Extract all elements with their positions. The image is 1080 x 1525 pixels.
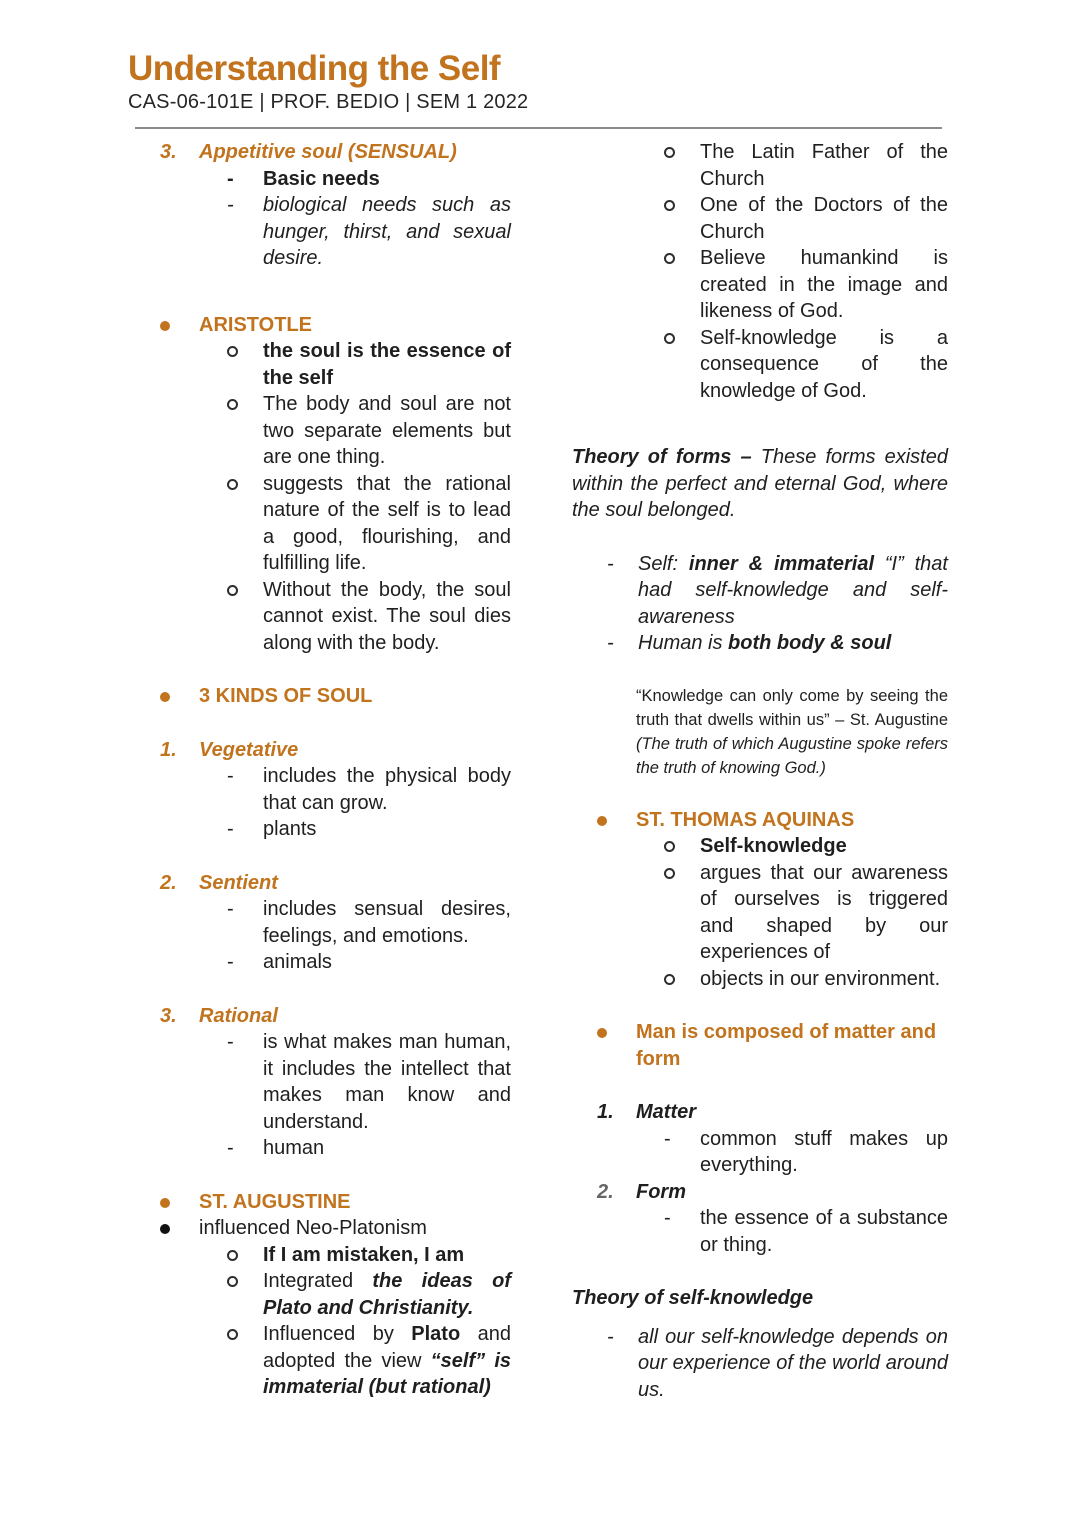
dash-icon: - [227,1137,234,1159]
circle-icon [664,841,675,852]
item-text [636,1099,948,1126]
section-gap [135,272,511,312]
number-marker: 2. [160,871,177,894]
marker [664,833,700,860]
text-run: 3 KINDS OF SOUL [199,685,373,707]
marker [227,192,263,219]
circle-item [572,833,948,860]
item-text [700,833,948,860]
text-run: inner & immaterial [688,552,875,575]
marker [227,763,263,790]
text-run: Without the body, the soul cannot exist. The soul dies along with the body. [263,578,511,654]
section-gap [572,404,948,444]
marker [607,551,638,578]
dash-icon: - [607,552,614,575]
text-run: If I am mistaken, I am [263,1243,465,1266]
dash-item [572,551,948,631]
text-run: These forms existed within the perfect and eternal God, where the soul belonged. [572,446,948,521]
marker [227,338,263,365]
item-text [263,1321,511,1401]
marker [664,139,700,166]
dash-item [135,816,511,843]
dash-item [135,763,511,816]
text-run: all our self-knowledge depends on our experience of the world around us. [638,1325,948,1401]
numbered-heading [135,139,511,166]
marker [160,1215,199,1242]
numbered-heading [572,1179,948,1206]
circle-item [135,1321,511,1401]
marker [227,1268,263,1295]
text-run: “I” that had self-knowledge and self-awareness [638,552,948,628]
item-text [199,1215,511,1242]
item-text [199,312,511,339]
number-marker: 1. [160,738,177,761]
marker [160,1003,199,1030]
text-run: Theory of self-knowledge [572,1287,814,1309]
dash-item [135,192,511,272]
text-run: suggests that the rational nature of the self is to lead a good, flourishing, and fulfilling life. [263,472,511,574]
paragraph [572,1285,948,1312]
marker [664,860,700,887]
section-gap [572,1258,948,1285]
text-run: common stuff makes up everything. [700,1127,948,1176]
marker [664,325,700,352]
dash-icon: - [607,632,614,654]
bullet-icon [160,321,170,331]
bullet-heading [135,683,511,710]
marker [227,471,263,498]
section-gap [572,992,948,1019]
text-run: The body and soul are not two separate elements but are one thing. [263,393,511,468]
section-gap [135,843,511,870]
dash-icon: - [664,1207,671,1229]
dash-item [572,630,948,657]
item-text [700,139,948,192]
text-run: biological needs such as hunger, thirst, and sexual desire. [263,194,511,269]
circle-icon [227,1329,238,1340]
bullet-icon [160,692,170,702]
marker [227,896,263,923]
column-right [572,139,948,1403]
marker [664,1205,700,1232]
text-run: the soul is the essence of the self [263,340,511,389]
item-text [263,816,511,843]
circle-icon [227,1250,238,1261]
marker [227,1135,263,1162]
dash-item [135,166,511,193]
item-text [700,1205,948,1258]
dash-icon: - [227,898,234,920]
dash-icon: - [227,194,234,216]
dash-icon: - [664,1127,671,1150]
text-run: Vegetative [199,738,299,761]
dash-icon: - [227,951,234,973]
circle-item [572,245,948,325]
quote-block [572,684,948,780]
section-gap [135,656,511,683]
marker [597,1019,636,1046]
marker [227,1029,263,1056]
item-text [638,1324,948,1404]
marker [160,139,199,166]
bullet-heading [572,1019,948,1072]
item-text [263,166,511,193]
text-run: influenced Neo-Platonism [199,1217,427,1239]
text-run: ST. AUGUSTINE [199,1190,351,1213]
text-run: Sentient [199,871,278,894]
circle-item [135,1268,511,1321]
section-gap [135,976,511,1003]
item-text [700,1126,948,1179]
text-run: The Latin Father of the Church [700,141,948,190]
item-text [263,391,511,471]
page-subtitle: CAS-06-101E | PROF. BEDIO | SEM 1 2022 [128,91,529,113]
item-text [199,139,511,166]
circle-icon [664,253,675,264]
text-run: includes sensual desires, feelings, and emotions. [263,898,511,947]
bullet-heading [572,807,948,834]
dash-icon: - [227,1031,234,1053]
dash-icon: - [227,818,234,840]
item-text [263,763,511,816]
item-text [700,966,948,993]
marker [227,949,263,976]
circle-item [135,391,511,471]
header-divider [135,127,942,129]
bullet-item [135,1215,511,1242]
circle-item [572,139,948,192]
numbered-heading [572,1099,948,1126]
bullet-heading [135,312,511,339]
item-text [263,192,511,272]
item-text [263,338,511,391]
item-text [263,896,511,949]
item-text [700,192,948,245]
item-text [199,870,511,897]
text-run: Plato [411,1323,461,1345]
marker [160,737,199,764]
number-marker: 1. [597,1101,614,1123]
dash-item [135,949,511,976]
circle-icon [227,479,238,490]
item-text [700,245,948,325]
item-text [263,1242,511,1269]
circle-item [572,966,948,993]
text-run: Self-knowledge is a consequence of the knowledge of God. [700,326,948,402]
dash-icon: - [227,167,234,190]
circle-item [135,471,511,577]
text-run: Believe humankind is created in the image and likeness of God. [700,247,948,322]
marker [607,1324,638,1351]
item-text [638,630,948,657]
page-header [128,50,948,115]
text-run: objects in our environment. [700,967,941,990]
column-left [135,139,511,1401]
item-text [638,551,948,631]
item-text [263,471,511,577]
marker [664,245,700,272]
numbered-heading [135,1003,511,1030]
item-text [199,1003,511,1030]
text-run: plants [263,818,317,840]
numbered-heading [135,870,511,897]
item-text [199,1189,511,1216]
dash-item [135,1029,511,1135]
marker [607,630,638,657]
marker [227,816,263,843]
item-text [636,1179,948,1206]
number-marker: 3. [160,141,177,163]
marker [160,312,199,339]
text-run: Appetitive soul (SENSUAL) [199,141,457,163]
dash-item [572,1324,948,1404]
item-text [263,1135,511,1162]
text-run: Influenced by [263,1323,412,1345]
dash-item [135,1135,511,1162]
section-gap [572,657,948,684]
circle-icon [227,585,238,596]
marker [597,1099,636,1126]
text-run: includes the physical body that can grow. [263,765,511,814]
item-text [199,737,511,764]
text-run: Man is composed of matter and form [636,1021,937,1070]
text-run: Integrated [263,1270,373,1292]
item-text [636,1019,948,1072]
text-run: ARISTOTLE [199,313,312,336]
text-run: “self” is immaterial (but rational) [263,1349,511,1398]
bullet-icon [160,1198,170,1208]
text-run: Basic needs [263,167,380,190]
circle-icon [227,399,238,410]
circle-icon [664,868,675,879]
text-run: human [263,1137,325,1159]
item-text [263,1268,511,1321]
bullet-icon [160,1224,170,1234]
marker [664,966,700,993]
text-run: animals [263,951,332,973]
section-gap [135,710,511,737]
marker [160,870,199,897]
item-text [636,807,948,834]
text-run: Self: [638,552,689,575]
circle-icon [664,974,675,985]
bullet-heading [135,1189,511,1216]
dash-item [572,1205,948,1258]
circle-icon [664,333,675,344]
text-run: (The truth of which Augustine spoke refers the truth of knowing God.) [636,734,948,777]
number-marker: 2. [597,1180,614,1203]
item-text [263,949,511,976]
circle-icon [664,200,675,211]
text-run: Self-knowledge [700,835,847,857]
circle-icon [664,147,675,158]
circle-item [135,1242,511,1269]
text-run: is what makes man human, it includes the intellect that makes man know and understand. [263,1031,511,1133]
marker [664,192,700,219]
text-run: Form [636,1180,686,1203]
text-run: the essence of a substance or thing. [700,1207,948,1256]
text-run: the ideas of Plato and Christianity. [263,1270,511,1319]
dash-item [572,1126,948,1179]
circle-item [572,192,948,245]
bullet-icon [597,816,607,826]
number-marker: 3. [160,1004,177,1027]
dash-icon: - [227,765,234,787]
circle-item [572,860,948,966]
text-run: “Knowledge can only come by seeing the truth that dwells within us” – St. Augustine [636,686,948,729]
text-run: both body & soul [728,632,892,654]
item-text [700,325,948,405]
item-text [199,683,511,710]
text-run: ST. THOMAS AQUINAS [636,808,855,831]
text-run: Theory of forms – [572,446,761,468]
text-run: and adopted the view [263,1323,511,1372]
marker [227,577,263,604]
section-gap [572,780,948,807]
dash-item [135,896,511,949]
text-run: One of the Doctors of the Church [700,194,948,243]
dash-icon: - [607,1325,614,1348]
circle-item [572,325,948,405]
marker [597,807,636,834]
marker [227,166,263,193]
bullet-icon [597,1028,607,1038]
page-title: Understanding the Self [128,49,501,88]
section-gap [572,1072,948,1099]
circle-item [135,338,511,391]
numbered-heading [135,737,511,764]
marker [664,1126,700,1153]
marker [227,1242,263,1269]
marker [227,1321,263,1348]
circle-icon [227,1276,238,1287]
text-run: Human is [638,632,729,654]
item-text [700,860,948,966]
section-gap [572,524,948,551]
text-run: argues that our awareness of ourselves is triggered and shaped by our experiences of [700,861,948,963]
section-gap [572,1312,948,1324]
marker [597,1179,636,1206]
text-run: Rational [199,1004,278,1027]
marker [227,391,263,418]
paragraph [572,444,948,524]
section-gap [135,1162,511,1189]
circle-item [135,577,511,657]
text-run: Matter [636,1101,697,1123]
item-text [263,577,511,657]
marker [160,1189,199,1216]
item-text [263,1029,511,1135]
circle-icon [227,346,238,357]
marker [160,683,199,710]
